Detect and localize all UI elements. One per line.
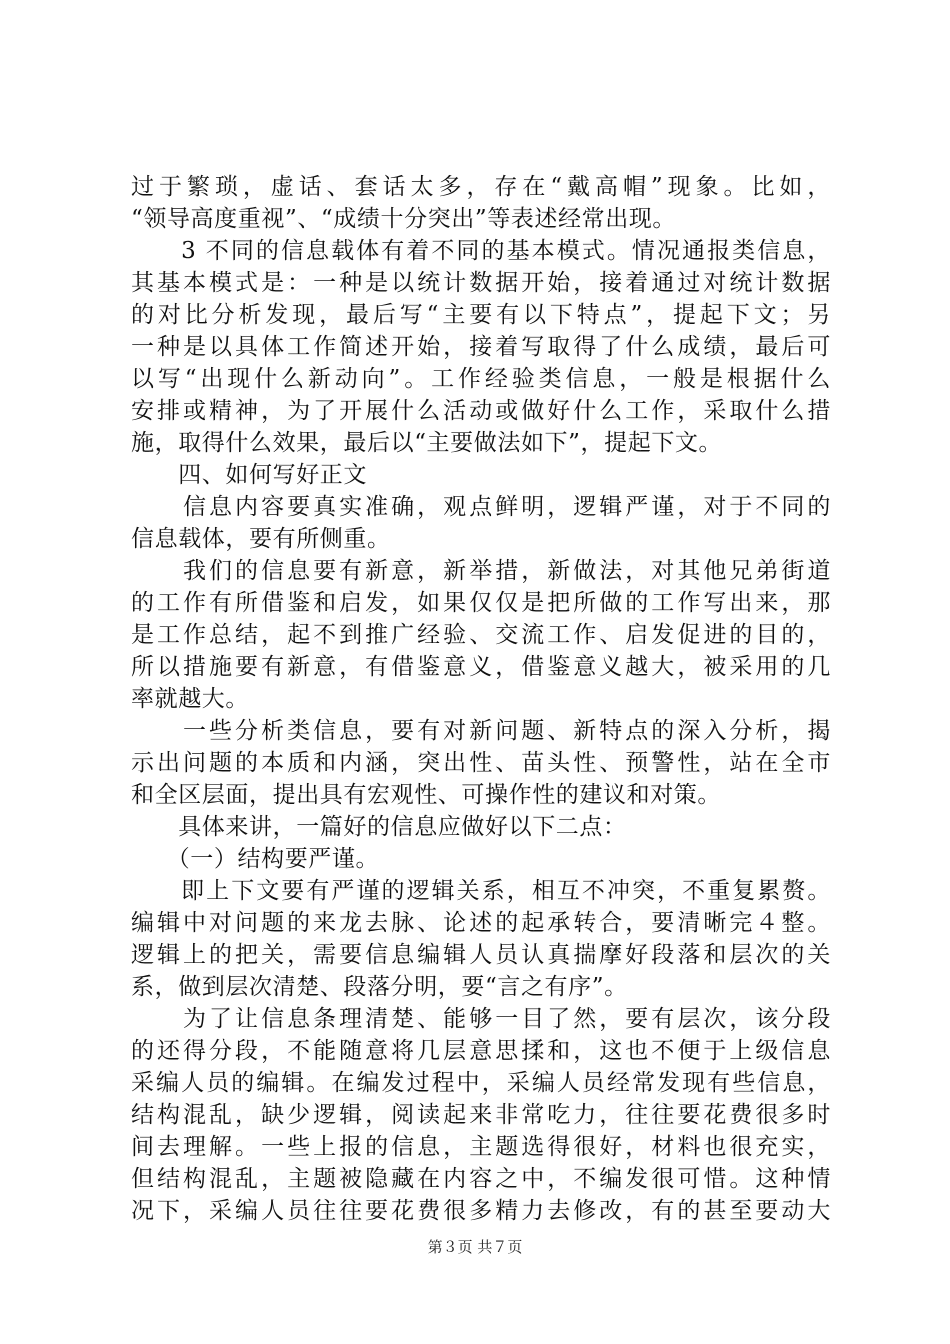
text-line: 为了让信息条理清楚、能够一目了然，要有层次，该分段 [131,1006,831,1032]
text-line: 安排或精神，为了开展什么活动或做好什么工作，采取什么措 [131,398,831,424]
text-line: 所以措施要有新意，有借鉴意义，借鉴意义越大，被采用的几 [131,654,831,680]
text-line: 但结构混乱，主题被隐藏在内容之中，不编发很可惜。这种情 [131,1166,831,1192]
text-line: 和全区层面，提出具有宏观性、可操作性的建议和对策。 [131,782,721,808]
text-line: 系，做到层次清楚、段落分明，要“言之有序”。 [131,974,628,1000]
text-line: 具体来讲，一篇好的信息应做好以下二点： [131,814,627,840]
text-line: 况下，采编人员往往要花费很多精力去修改，有的甚至要动大 [131,1198,831,1224]
text-line: 信息载体，要有所侧重。 [131,526,391,552]
text-line: 示出问题的本质和内涵，突出性、苗头性、预警性，站在全市 [131,750,831,776]
text-line: 的对比分析发现，最后写“主要有以下特点”，提起下文；另 [131,302,831,328]
page-number-footer: 第３页 共７页 [427,1238,523,1256]
text-line: 率就越大。 [131,686,249,712]
document-body [131,171,831,1227]
text-line: 我们的信息要有新意，新举措，新做法，对其他兄弟街道 [131,558,831,584]
text-line: 施，取得什么效果，最后以“主要做法如下”，提起下文。 [131,430,723,456]
text-line: 过于繁琐，虚话、套话太多，存在“戴高帽”现象。比如， [131,174,831,200]
text-line: 3 不同的信息载体有着不同的基本模式。情况通报类信息， [131,238,831,264]
text-line: 间去理解。一些上报的信息，主题选得很好，材料也很充实， [131,1134,831,1160]
text-line: 的还得分段，不能随意将几层意思揉和，这也不便于上级信息 [131,1038,831,1064]
text-line: 的工作有所借鉴和启发，如果仅仅是把所做的工作写出来，那 [131,590,831,616]
text-line: 是工作总结，起不到推广经验、交流工作、启发促进的目的， [131,622,831,648]
text-line: 信息内容要真实准确，观点鲜明，逻辑严谨，对于不同的 [131,494,831,520]
text-line: 即上下文要有严谨的逻辑关系，相互不冲突，不重复累赘。 [131,878,831,904]
text-line: “领导高度重视”、“成绩十分突出”等表述经常出现。 [131,206,677,232]
text-line: 编辑中对问题的来龙去脉、论述的起承转合，要清晰完４整。 [131,910,831,936]
text-line: 逻辑上的把关，需要信息编辑人员认真揣摩好段落和层次的关 [131,942,831,968]
text-line: （一）结构要严谨。 [131,846,380,872]
text-line: 采编人员的编辑。在编发过程中，采编人员经常发现有些信息， [131,1070,831,1096]
text-line: 一些分析类信息，要有对新问题、新特点的深入分析，揭 [131,718,831,744]
text-line: 结构混乱，缺少逻辑，阅读起来非常吃力，往往要花费很多时 [131,1102,831,1128]
text-line: 四、如何写好正文 [131,462,367,488]
text-line: 以写“出现什么新动向”。工作经验类信息，一般是根据什么 [131,366,831,392]
text-line: 一种是以具体工作简述开始，接着写取得了什么成绩，最后可 [131,334,831,360]
text-line: 其基本模式是：一种是以统计数据开始，接着通过对统计数据 [131,270,831,296]
